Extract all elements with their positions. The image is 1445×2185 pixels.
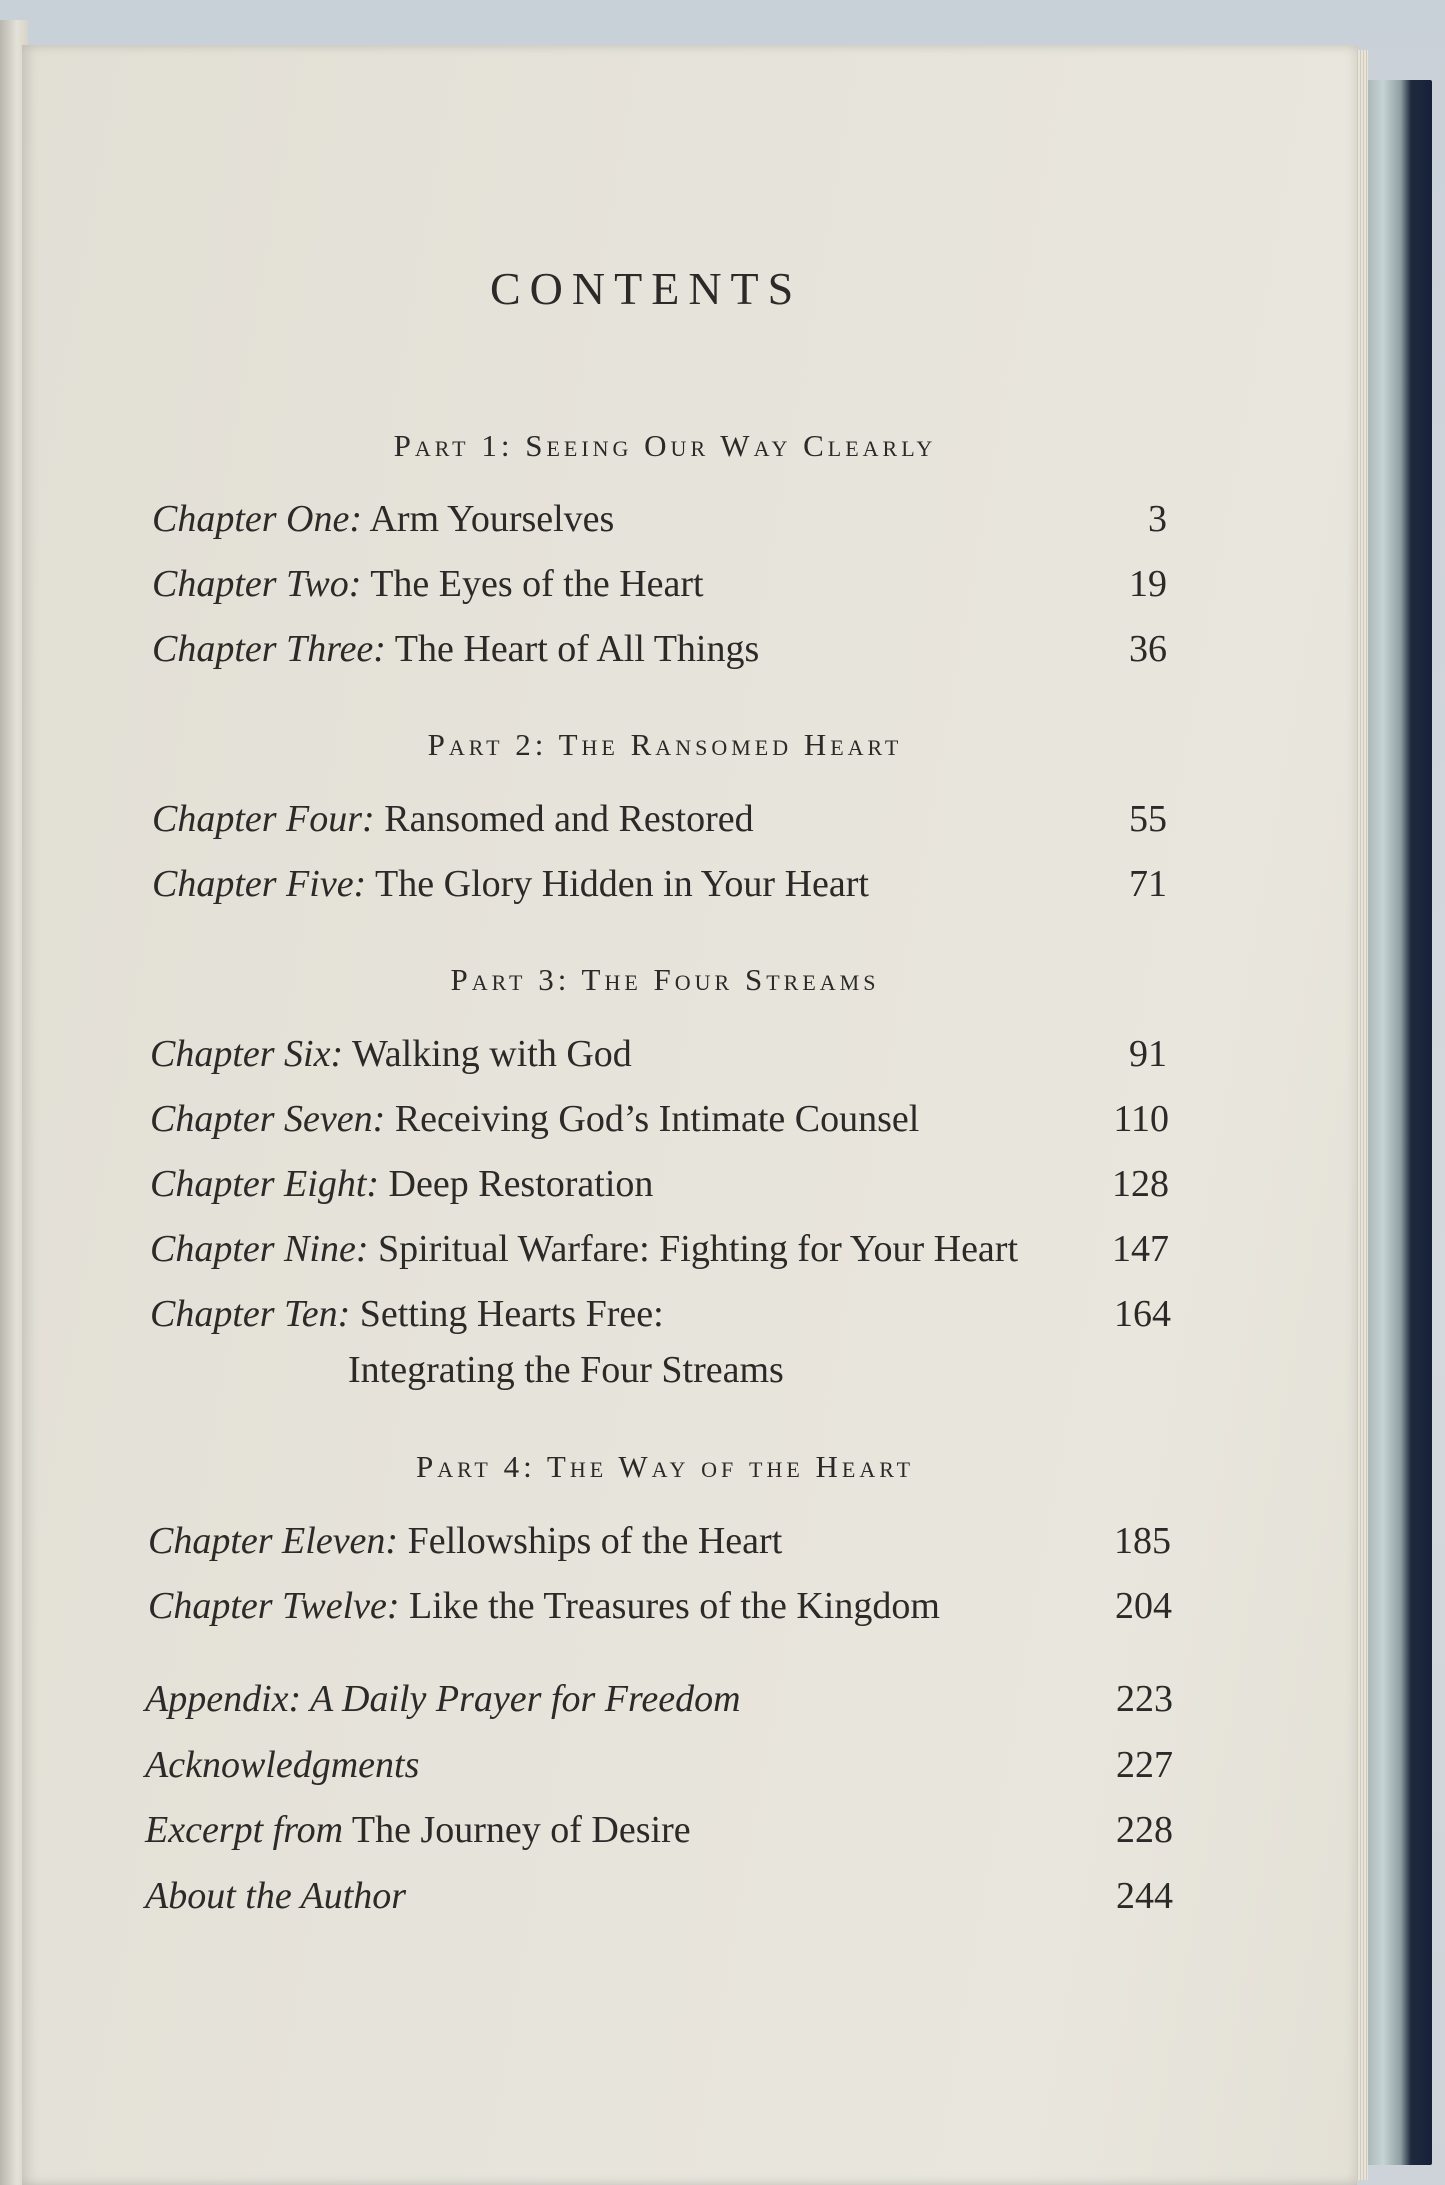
part-heading-2: Part 2: The Ransomed Heart xyxy=(427,727,903,762)
chapter-label: Chapter Eleven: xyxy=(148,1520,399,1562)
page-number: 204 xyxy=(1115,1585,1172,1627)
toc-entry xyxy=(148,1584,940,1628)
page-number: 244 xyxy=(1116,1875,1173,1917)
chapter-title: Deep Restoration xyxy=(388,1163,654,1205)
toc-entry xyxy=(150,1097,919,1141)
part-heading-1: Part 1: Seeing Our Way Clearly xyxy=(393,428,937,463)
page-number: 55 xyxy=(1129,798,1167,840)
page-number: 3 xyxy=(1148,498,1167,540)
chapter-title: Arm Yourselves xyxy=(369,498,615,540)
toc-entry xyxy=(152,497,614,541)
part-heading-4: Part 4: The Way of the Heart xyxy=(415,1449,915,1484)
chapter-title: The Eyes of the Heart xyxy=(370,563,704,605)
toc-entry xyxy=(150,1162,653,1206)
chapter-label: Chapter Ten: xyxy=(150,1293,351,1335)
back-matter-entry xyxy=(145,1743,419,1787)
book-cover-edge xyxy=(1362,80,1432,2165)
page-number: 227 xyxy=(1116,1744,1173,1786)
back-matter-label: Appendix: A Daily Prayer for Freedom xyxy=(145,1678,741,1720)
page-number: 185 xyxy=(1114,1520,1171,1562)
contents-heading: CONTENTS xyxy=(490,263,803,314)
page-number: 36 xyxy=(1129,628,1167,670)
chapter-title: Receiving God’s Intimate Counsel xyxy=(394,1098,920,1140)
chapter-title: Setting Hearts Free: xyxy=(359,1293,664,1335)
back-matter-label: Excerpt from xyxy=(145,1809,344,1851)
page-number: 164 xyxy=(1114,1293,1171,1335)
toc-entry xyxy=(150,1292,664,1336)
chapter-title: The Glory Hidden in Your Heart xyxy=(375,863,869,905)
toc-entry xyxy=(152,862,869,906)
chapter-label: Chapter Six: xyxy=(150,1033,344,1075)
back-matter-label: About the Author xyxy=(145,1875,407,1917)
toc-entry xyxy=(152,797,754,841)
chapter-title-continued: Integrating the Four Streams xyxy=(348,1349,784,1391)
toc-entry-continuation xyxy=(348,1348,784,1392)
toc-entry xyxy=(152,562,704,606)
back-matter-entry xyxy=(145,1808,691,1852)
chapter-label: Chapter Seven: xyxy=(150,1098,386,1140)
chapter-label: Chapter One: xyxy=(152,498,363,540)
page-number: 19 xyxy=(1129,563,1167,605)
chapter-title: Fellowships of the Heart xyxy=(407,1520,783,1562)
toc-entry xyxy=(150,1227,1018,1271)
chapter-label: Chapter Nine: xyxy=(150,1228,369,1270)
chapter-title: Spiritual Warfare: Fighting for Your Heart xyxy=(377,1228,1019,1270)
page-number: 71 xyxy=(1129,863,1167,905)
chapter-label: Chapter Four: xyxy=(152,798,375,840)
back-matter-entry xyxy=(145,1677,741,1721)
page-number: 110 xyxy=(1113,1098,1169,1140)
back-matter-label: Acknowledgments xyxy=(145,1744,420,1786)
chapter-label: Chapter Three: xyxy=(152,628,386,670)
chapter-label: Chapter Five: xyxy=(152,863,367,905)
chapter-title: Walking with God xyxy=(351,1033,632,1075)
page-number: 223 xyxy=(1116,1678,1173,1720)
page-number: 128 xyxy=(1112,1163,1169,1205)
toc-entry xyxy=(148,1519,782,1563)
chapter-label: Chapter Two: xyxy=(152,563,362,605)
page-number: 91 xyxy=(1129,1033,1167,1075)
back-matter-title: The Journey of Desire xyxy=(351,1809,691,1851)
page-number: 147 xyxy=(1112,1228,1169,1270)
toc-entry xyxy=(150,1032,632,1076)
chapter-title: The Heart of All Things xyxy=(394,628,760,670)
toc-entry xyxy=(152,627,759,671)
back-matter-entry xyxy=(145,1874,406,1918)
chapter-title: Like the Treasures of the Kingdom xyxy=(409,1585,940,1627)
chapter-label: Chapter Twelve: xyxy=(148,1585,400,1627)
part-heading-3: Part 3: The Four Streams xyxy=(450,962,880,997)
chapter-label: Chapter Eight: xyxy=(150,1163,380,1205)
page-number: 228 xyxy=(1116,1809,1173,1851)
chapter-title: Ransomed and Restored xyxy=(384,798,754,840)
